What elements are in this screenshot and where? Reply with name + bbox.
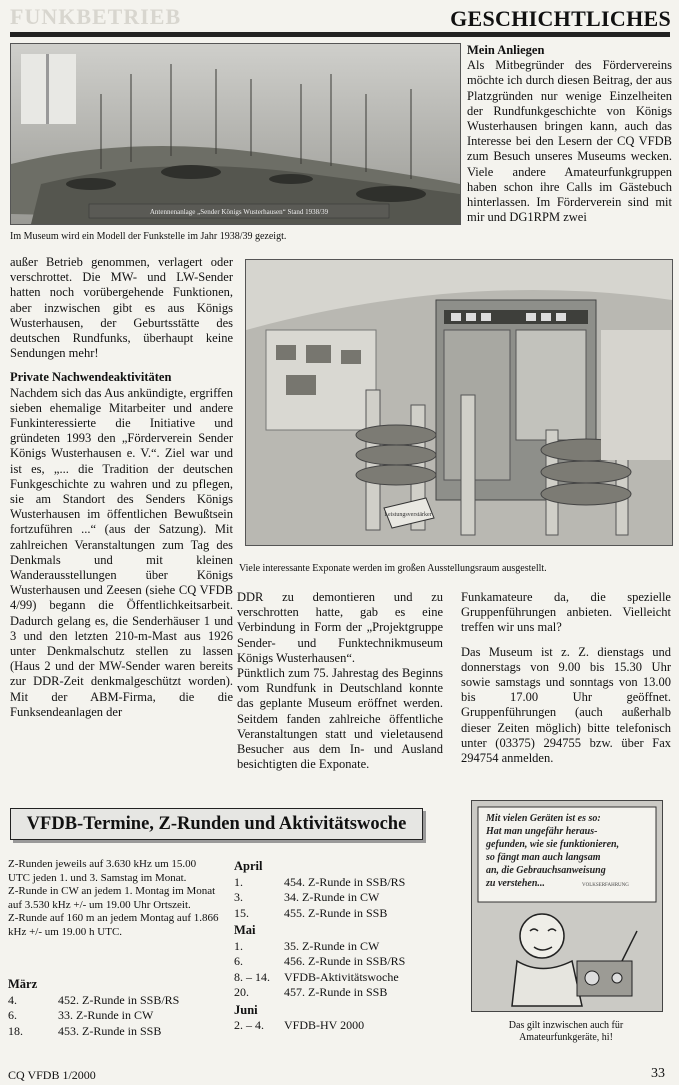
footer-issue: CQ VFDB 1/2000 <box>8 1068 96 1082</box>
col2-text1: DDR zu demontieren und zu verschrotten hatte, gab es eine Verbindung in Form der „Projektgruppe Sender- und Funktechnikmuseum Königs Wusterhausen“. <box>237 590 443 665</box>
museum-model-photo <box>10 43 461 225</box>
month-april: April <box>234 859 263 873</box>
col2-text2: Pünktlich zum 75. Jahrestag des Beginns vom Rundfunk in Deutschland konnte das geplante Museum eröffnet werden. Seitdem fanden zahlreiche öffentliche Veranstaltungen statt und vieletausend Besucher aus dem In- und Ausland besichtigten die Exponate. <box>237 666 443 772</box>
termine-banner: VFDB-Termine, Z-Runden und Aktivitätswoche <box>10 808 423 840</box>
zrunden-line1: Z-Runden jeweils auf 3.630 kHz um 15.00 UTC jeden 1. und 3. Samstag im Monat. <box>8 858 197 884</box>
schedule-row: 8. – 14. VFDB-Aktivitätswoche <box>234 969 399 984</box>
cartoon-caption <box>471 1020 661 1044</box>
model-sign-text: Antennenanlage „Sender Königs Wusterhausen“ Stand 1938/39 <box>149 208 329 216</box>
schedule-maerz <box>8 975 223 1039</box>
month-maerz: März <box>8 977 38 991</box>
cartoon-quote-line: Mit vielen Geräten ist es so: <box>486 813 601 824</box>
schedule-row: 20. 457. Z-Runde in SSB <box>234 985 388 999</box>
schedule-row: 6. 33. Z-Runde in CW <box>8 1008 154 1022</box>
cartoon-image <box>471 800 663 1012</box>
schedule-row: 4. 452. Z-Runde in SSB/RS <box>8 992 180 1007</box>
cartoon-tag: VOLKSERFAHRUNG <box>582 883 629 888</box>
page-number: 33 <box>651 1066 665 1081</box>
cartoon-quote-line: an, die Gebrauchsanweisung <box>486 865 606 876</box>
header-rule <box>10 32 670 37</box>
col1-heading: Private Nachwendeaktivitäten <box>10 370 172 385</box>
schedule-row: 6. 456. Z-Runde in SSB/RS <box>234 954 406 968</box>
col1-para2: Nachdem sich das Aus ankündigte, ergriffen sieben ehemalige Mitarbeiter und andere Funkinteressierte die Initiative und gründeten 1993 den „Förderverein Sender Königs Wusterhausen e. V.“. Ziel war und ist es, „... die Tradition der deutschen Funkgeschichte zu wahren und zu pflegen, sie am Standort des Senders Königs Wusterhausen im öffentlichen Bewußtsein fortzuführen ...“ (aus der Satzung). Mit zahlreichen Veranstaltungen zum Tag des Denkmals und mit kleinen Wanderausstellungen über Königs Wusterhausen und Zeesen (siehe CQ VFDB 4/99) begann die Öffentlichkeitsarbeit. Dadurch gelang es, die Senderhäuser 1 und 3 und den letzten 210-m-Mast aus 1926 unter Denkmalschutz stellen zu lassen (Haus 2 und der MW-Sender waren bereits zur DDR-Zeit denkmalgeschützt worden). Mit der ABM-Firma, die die Funksendeanlagen der <box>10 385 233 719</box>
zrunden-info <box>8 858 220 939</box>
month-juni: Juni <box>234 1002 258 1017</box>
schedule-april-juni <box>234 857 449 1034</box>
col1-para1: außer Betrieb genommen, verlagert oder verschrottet. Die MW- und LW-Sender hatten noch vorübergehende Funktionen, aber inzwischen gibt es aus Königs Wusterhausen, der Geburtsstätte des deutschen Rundfunks, überhaupt keine Sendungen mehr! <box>10 255 233 361</box>
top-photo-caption: Im Museum wird ein Modell der Funkstelle im Jahr 1938/39 gezeigt. <box>10 231 287 242</box>
column-right <box>461 590 671 766</box>
schedule-row: 18. 453. Z-Runde in SSB <box>8 1023 162 1038</box>
schedule-row: 1. 35. Z-Runde in CW <box>234 938 380 953</box>
schedule-row: 1. 454. Z-Runde in SSB/RS <box>234 874 406 889</box>
cartoon-quote-line: gefunden, wie sie funktionieren, <box>486 839 620 850</box>
cartoon-quote-line: Hat man ungefähr heraus- <box>486 826 598 837</box>
exhibition-photo <box>245 259 673 546</box>
exhibit-sign-text: Leistungsverstärker <box>384 512 432 518</box>
anliegen-text: Als Mitbegründer des Fördervereins möchte ich durch diesen Beitrag, der aus Platzgründen nur wenige Einzelheiten der Rundfunkgeschichte von Königs Wusterhausen bringen kann, auch das Interesse bei den Lesern der CQ VFDB zum Besuch unseres Museums wecken. Viele andere Amateurfunkgruppen haben schon ihre Calls im Gästebuch hinterlassen. Im Förderverein sind mit mir und DG1RPM zwei <box>467 58 672 225</box>
month-mai: Mai <box>234 923 256 937</box>
cartoon-quote-line: so fängt man auch langsam <box>486 852 601 863</box>
column-middle <box>237 590 443 772</box>
section-title: GESCHICHTLICHES <box>450 6 671 31</box>
column-left <box>10 255 233 720</box>
schedule-row: 3. 34. Z-Runde in CW <box>234 890 380 904</box>
zrunden-line3: Z-Runde auf 160 m an jedem Montag auf 1.866 kHz +/- um 19.00 h UTC. <box>8 912 219 938</box>
anliegen-heading: Mein Anliegen <box>467 43 545 57</box>
cartoon-quote-line: zu verstehen... <box>486 878 545 889</box>
anliegen-block <box>467 43 672 225</box>
zrunden-line2: Z-Runde in CW an jedem 1. Montag im Monat auf 3.530 kHz +/- um 19.00 Uhr Ortszeit. <box>8 885 216 911</box>
ghost-section-title: FUNKBETRIEB <box>10 4 182 29</box>
col3-text1: Funkamateure da, die spezielle Gruppenführungen anbieten. Vielleicht treffen wir uns mal? <box>461 590 671 635</box>
mid-photo-caption: Viele interessante Exponate werden im großen Ausstellungsraum ausgestellt. <box>239 563 547 574</box>
cartoon-caption-line2: Amateurfunkgeräte, hi! <box>519 1032 613 1043</box>
col3-text2: Das Museum ist z. Z. dienstags und donnerstags von 9.00 bis 15.30 Uhr sowie samstags und sonntags von 13.00 bis 17.00 Uhr geöffnet. Gruppenführungen (auch außerhalb dieser Zeiten möglich) bitte telefonisch unter (03375) 294755 bzw. über Fax 294754 anmelden. <box>461 644 671 766</box>
schedule-row: 15. 455. Z-Runde in SSB <box>234 905 388 920</box>
schedule-row: 2. – 4. VFDB-HV 2000 <box>234 1018 365 1032</box>
cartoon-caption-line1: Das gilt inzwischen auch für <box>508 1020 624 1031</box>
